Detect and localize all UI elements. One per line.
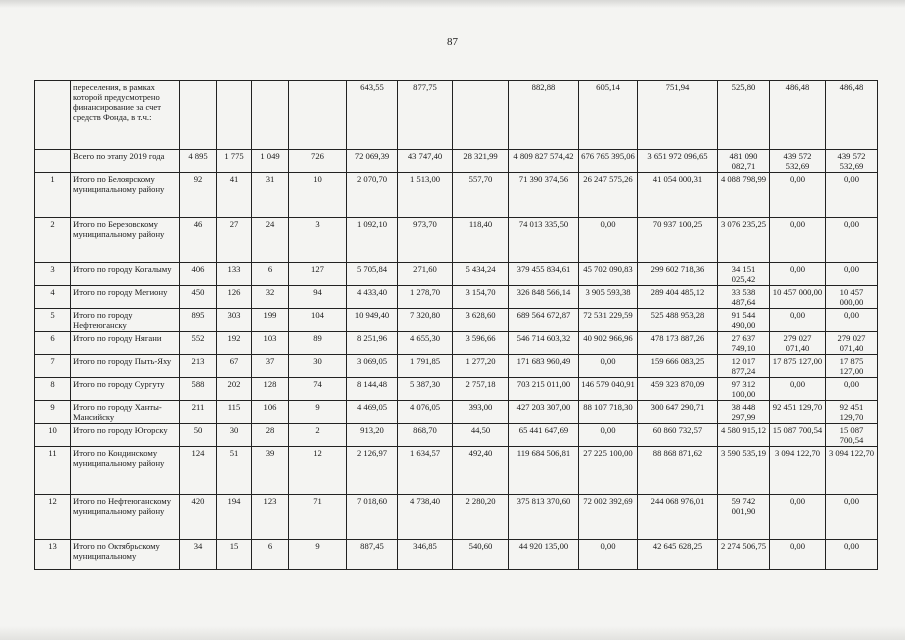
table-row — [35, 309, 878, 332]
row-number-cell — [35, 150, 71, 173]
row-name-cell: Итого по Нефтеюганскому муниципальному району — [71, 495, 180, 540]
value-cell: 72 002 392,69 — [579, 495, 638, 540]
row-name-cell: Итого по городу Ханты-Мансийску — [71, 401, 180, 424]
value-cell: 393,00 — [453, 401, 509, 424]
value-cell: 1 634,57 — [398, 447, 453, 495]
value-cell: 65 441 647,69 — [509, 424, 579, 447]
value-cell: 605,14 — [579, 81, 638, 150]
value-cell: 4 433,40 — [347, 286, 398, 309]
row-name-cell: Итого по городу Нефтеюганску — [71, 309, 180, 332]
value-cell: 3 905 593,38 — [579, 286, 638, 309]
value-cell: 588 — [180, 378, 217, 401]
value-cell: 868,70 — [398, 424, 453, 447]
value-cell: 104 — [289, 309, 347, 332]
value-cell: 2 274 506,75 — [718, 540, 770, 570]
row-name-cell: Итого по городу Югорску — [71, 424, 180, 447]
value-cell: 427 203 307,00 — [509, 401, 579, 424]
value-cell: 0,00 — [579, 424, 638, 447]
value-cell: 41 — [217, 173, 252, 218]
value-cell: 3 — [289, 218, 347, 263]
value-cell: 44 920 135,00 — [509, 540, 579, 570]
value-cell: 3 154,70 — [453, 286, 509, 309]
table-row — [35, 401, 878, 424]
value-cell: 439 572 532,69 — [770, 150, 826, 173]
value-cell: 4 655,30 — [398, 332, 453, 355]
value-cell: 146 579 040,91 — [579, 378, 638, 401]
value-cell: 2 070,70 — [347, 173, 398, 218]
value-cell: 300 647 290,71 — [638, 401, 718, 424]
value-cell: 1 092,10 — [347, 218, 398, 263]
value-cell: 0,00 — [770, 378, 826, 401]
value-cell: 88 868 871,62 — [638, 447, 718, 495]
table-row — [35, 173, 878, 218]
value-cell: 643,55 — [347, 81, 398, 150]
value-cell: 5 705,84 — [347, 263, 398, 286]
table-row — [35, 355, 878, 378]
value-cell: 127 — [289, 263, 347, 286]
value-cell: 0,00 — [826, 218, 878, 263]
value-cell: 3 596,66 — [453, 332, 509, 355]
row-name-cell: Всего по этапу 2019 года — [71, 150, 180, 173]
value-cell: 0,00 — [579, 355, 638, 378]
value-cell: 4 738,40 — [398, 495, 453, 540]
value-cell: 4 895 — [180, 150, 217, 173]
value-cell: 3 651 972 096,65 — [638, 150, 718, 173]
value-cell: 199 — [252, 309, 289, 332]
value-cell: 0,00 — [770, 173, 826, 218]
value-cell: 32 — [252, 286, 289, 309]
value-cell: 10 457 000,00 — [826, 286, 878, 309]
value-cell: 115 — [217, 401, 252, 424]
value-cell: 7 018,60 — [347, 495, 398, 540]
value-cell — [453, 81, 509, 150]
scan-edge-bottom — [0, 626, 905, 640]
value-cell: 97 312 100,00 — [718, 378, 770, 401]
value-cell: 271,60 — [398, 263, 453, 286]
value-cell: 24 — [252, 218, 289, 263]
value-cell: 159 666 083,25 — [638, 355, 718, 378]
value-cell: 30 — [289, 355, 347, 378]
value-cell: 0,00 — [826, 495, 878, 540]
value-cell: 17 875 127,00 — [770, 355, 826, 378]
value-cell: 124 — [180, 447, 217, 495]
value-cell: 552 — [180, 332, 217, 355]
value-cell: 895 — [180, 309, 217, 332]
value-cell: 1 049 — [252, 150, 289, 173]
value-cell: 8 251,96 — [347, 332, 398, 355]
value-cell: 299 602 718,36 — [638, 263, 718, 286]
value-cell — [180, 81, 217, 150]
value-cell: 0,00 — [579, 540, 638, 570]
value-cell: 92 451 129,70 — [770, 401, 826, 424]
row-number-cell: 3 — [35, 263, 71, 286]
value-cell: 3 094 122,70 — [770, 447, 826, 495]
value-cell: 420 — [180, 495, 217, 540]
value-cell: 34 — [180, 540, 217, 570]
value-cell: 74 013 335,50 — [509, 218, 579, 263]
value-cell: 289 404 485,12 — [638, 286, 718, 309]
value-cell: 913,20 — [347, 424, 398, 447]
value-cell: 1 791,85 — [398, 355, 453, 378]
value-cell: 27 — [217, 218, 252, 263]
value-cell: 4 809 827 574,42 — [509, 150, 579, 173]
page-number: 87 — [447, 36, 458, 48]
value-cell: 3 590 535,19 — [718, 447, 770, 495]
value-cell: 726 — [289, 150, 347, 173]
table-row — [35, 218, 878, 263]
value-cell: 38 448 297,99 — [718, 401, 770, 424]
row-name-cell: Итого по Березовскому муниципальному району — [71, 218, 180, 263]
value-cell: 123 — [252, 495, 289, 540]
row-name-cell: Итого по Кондинскому муниципальному району — [71, 447, 180, 495]
value-cell: 2 126,97 — [347, 447, 398, 495]
value-cell: 8 144,48 — [347, 378, 398, 401]
row-name-cell: Итого по Октябрьскому муниципальному — [71, 540, 180, 570]
value-cell: 0,00 — [826, 173, 878, 218]
value-cell: 15 — [217, 540, 252, 570]
value-cell: 525 488 953,28 — [638, 309, 718, 332]
value-cell: 42 645 628,25 — [638, 540, 718, 570]
row-number-cell: 11 — [35, 447, 71, 495]
row-name-cell: Итого по городу Когалыму — [71, 263, 180, 286]
value-cell: 30 — [217, 424, 252, 447]
value-cell: 92 451 129,70 — [826, 401, 878, 424]
value-cell: 89 — [289, 332, 347, 355]
table-row — [35, 286, 878, 309]
value-cell: 450 — [180, 286, 217, 309]
value-cell: 0,00 — [770, 540, 826, 570]
table-row — [35, 378, 878, 401]
value-cell: 303 — [217, 309, 252, 332]
value-cell: 91 544 490,00 — [718, 309, 770, 332]
value-cell: 9 — [289, 401, 347, 424]
row-number-cell: 5 — [35, 309, 71, 332]
value-cell: 478 173 887,26 — [638, 332, 718, 355]
value-cell: 34 151 025,42 — [718, 263, 770, 286]
value-cell: 486,48 — [826, 81, 878, 150]
value-cell: 202 — [217, 378, 252, 401]
row-number-cell: 1 — [35, 173, 71, 218]
value-cell: 0,00 — [770, 309, 826, 332]
value-cell: 213 — [180, 355, 217, 378]
value-cell: 72 531 229,59 — [579, 309, 638, 332]
value-cell: 28 321,99 — [453, 150, 509, 173]
row-number-cell: 4 — [35, 286, 71, 309]
value-cell: 43 747,40 — [398, 150, 453, 173]
value-cell: 459 323 870,09 — [638, 378, 718, 401]
value-cell: 106 — [252, 401, 289, 424]
row-number-cell: 6 — [35, 332, 71, 355]
value-cell: 15 087 700,54 — [770, 424, 826, 447]
value-cell: 133 — [217, 263, 252, 286]
value-cell: 406 — [180, 263, 217, 286]
value-cell: 50 — [180, 424, 217, 447]
value-cell: 3 094 122,70 — [826, 447, 878, 495]
value-cell: 211 — [180, 401, 217, 424]
value-cell: 1 513,00 — [398, 173, 453, 218]
value-cell: 6 — [252, 263, 289, 286]
value-cell: 128 — [252, 378, 289, 401]
value-cell: 4 076,05 — [398, 401, 453, 424]
row-number-cell: 8 — [35, 378, 71, 401]
value-cell: 1 775 — [217, 150, 252, 173]
row-name-cell: Итого по Белоярскому муниципальному району — [71, 173, 180, 218]
value-cell: 481 090 082,71 — [718, 150, 770, 173]
table-row — [35, 263, 878, 286]
value-cell: 3 628,60 — [453, 309, 509, 332]
value-cell: 0,00 — [826, 378, 878, 401]
value-cell: 689 564 672,87 — [509, 309, 579, 332]
value-cell: 3 076 235,25 — [718, 218, 770, 263]
row-name-cell: Итого по городу Пыть-Яху — [71, 355, 180, 378]
value-cell: 67 — [217, 355, 252, 378]
value-cell: 31 — [252, 173, 289, 218]
value-cell: 17 875 127,00 — [826, 355, 878, 378]
value-cell: 375 813 370,60 — [509, 495, 579, 540]
value-cell: 244 068 976,01 — [638, 495, 718, 540]
value-cell: 4 088 798,99 — [718, 173, 770, 218]
value-cell: 10 949,40 — [347, 309, 398, 332]
value-cell: 676 765 395,06 — [579, 150, 638, 173]
value-cell: 71 390 374,56 — [509, 173, 579, 218]
value-cell: 877,75 — [398, 81, 453, 150]
row-number-cell: 13 — [35, 540, 71, 570]
value-cell: 1 277,20 — [453, 355, 509, 378]
value-cell: 346,85 — [398, 540, 453, 570]
row-number-cell: 12 — [35, 495, 71, 540]
row-number-cell: 7 — [35, 355, 71, 378]
value-cell: 0,00 — [826, 309, 878, 332]
value-cell — [289, 81, 347, 150]
value-cell: 70 937 100,25 — [638, 218, 718, 263]
value-cell: 2 — [289, 424, 347, 447]
table-row — [35, 424, 878, 447]
value-cell: 4 469,05 — [347, 401, 398, 424]
value-cell: 7 320,80 — [398, 309, 453, 332]
value-cell: 44,50 — [453, 424, 509, 447]
value-cell: 546 714 603,32 — [509, 332, 579, 355]
value-cell: 72 069,39 — [347, 150, 398, 173]
value-cell: 279 027 071,40 — [826, 332, 878, 355]
value-cell: 5 387,30 — [398, 378, 453, 401]
value-cell: 751,94 — [638, 81, 718, 150]
value-cell: 9 — [289, 540, 347, 570]
table-row — [35, 332, 878, 355]
value-cell: 194 — [217, 495, 252, 540]
value-cell: 0,00 — [826, 263, 878, 286]
value-cell: 973,70 — [398, 218, 453, 263]
data-table — [34, 80, 878, 570]
row-number-cell: 9 — [35, 401, 71, 424]
value-cell: 326 848 566,14 — [509, 286, 579, 309]
table-row — [35, 150, 878, 173]
value-cell: 882,88 — [509, 81, 579, 150]
row-name-cell: Итого по городу Сургуту — [71, 378, 180, 401]
value-cell: 41 054 000,31 — [638, 173, 718, 218]
value-cell: 525,80 — [718, 81, 770, 150]
value-cell: 51 — [217, 447, 252, 495]
value-cell: 46 — [180, 218, 217, 263]
value-cell: 37 — [252, 355, 289, 378]
value-cell: 4 580 915,12 — [718, 424, 770, 447]
value-cell: 557,70 — [453, 173, 509, 218]
value-cell: 59 742 001,90 — [718, 495, 770, 540]
value-cell: 0,00 — [770, 218, 826, 263]
scan-edge-top — [0, 0, 905, 8]
table-row — [35, 447, 878, 495]
value-cell: 45 702 090,83 — [579, 263, 638, 286]
value-cell: 126 — [217, 286, 252, 309]
value-cell: 118,40 — [453, 218, 509, 263]
value-cell: 0,00 — [826, 540, 878, 570]
value-cell: 74 — [289, 378, 347, 401]
value-cell: 10 — [289, 173, 347, 218]
value-cell: 379 455 834,61 — [509, 263, 579, 286]
value-cell: 40 902 966,96 — [579, 332, 638, 355]
value-cell: 192 — [217, 332, 252, 355]
value-cell: 1 278,70 — [398, 286, 453, 309]
value-cell: 703 215 011,00 — [509, 378, 579, 401]
table-row — [35, 495, 878, 540]
row-number-cell: 10 — [35, 424, 71, 447]
value-cell: 12 — [289, 447, 347, 495]
value-cell: 71 — [289, 495, 347, 540]
row-number-cell: 2 — [35, 218, 71, 263]
row-number-cell — [35, 81, 71, 150]
table-row — [35, 540, 878, 570]
value-cell — [217, 81, 252, 150]
value-cell: 2 280,20 — [453, 495, 509, 540]
table-body — [35, 81, 878, 570]
value-cell: 10 457 000,00 — [770, 286, 826, 309]
value-cell: 2 757,18 — [453, 378, 509, 401]
value-cell: 88 107 718,30 — [579, 401, 638, 424]
value-cell: 12 017 877,24 — [718, 355, 770, 378]
value-cell: 486,48 — [770, 81, 826, 150]
value-cell: 92 — [180, 173, 217, 218]
value-cell: 6 — [252, 540, 289, 570]
value-cell: 3 069,05 — [347, 355, 398, 378]
value-cell: 15 087 700,54 — [826, 424, 878, 447]
value-cell: 540,60 — [453, 540, 509, 570]
value-cell: 5 434,24 — [453, 263, 509, 286]
value-cell: 0,00 — [579, 218, 638, 263]
value-cell: 26 247 575,26 — [579, 173, 638, 218]
row-name-cell: Итого по городу Мегиону — [71, 286, 180, 309]
value-cell: 27 225 100,00 — [579, 447, 638, 495]
value-cell: 439 572 532,69 — [826, 150, 878, 173]
row-name-cell: Итого по городу Нягани — [71, 332, 180, 355]
value-cell: 33 538 487,64 — [718, 286, 770, 309]
value-cell: 94 — [289, 286, 347, 309]
value-cell: 27 637 749,10 — [718, 332, 770, 355]
value-cell: 103 — [252, 332, 289, 355]
value-cell — [252, 81, 289, 150]
row-name-cell: переселения, в рамках которой предусмотрено финансирование за счет средств Фонда, в т.ч.: — [71, 81, 180, 150]
value-cell: 492,40 — [453, 447, 509, 495]
value-cell: 0,00 — [770, 263, 826, 286]
value-cell: 119 684 506,81 — [509, 447, 579, 495]
table-row — [35, 81, 878, 150]
value-cell: 28 — [252, 424, 289, 447]
value-cell: 39 — [252, 447, 289, 495]
value-cell: 0,00 — [770, 495, 826, 540]
value-cell: 60 860 732,57 — [638, 424, 718, 447]
value-cell: 887,45 — [347, 540, 398, 570]
value-cell: 171 683 960,49 — [509, 355, 579, 378]
value-cell: 279 027 071,40 — [770, 332, 826, 355]
